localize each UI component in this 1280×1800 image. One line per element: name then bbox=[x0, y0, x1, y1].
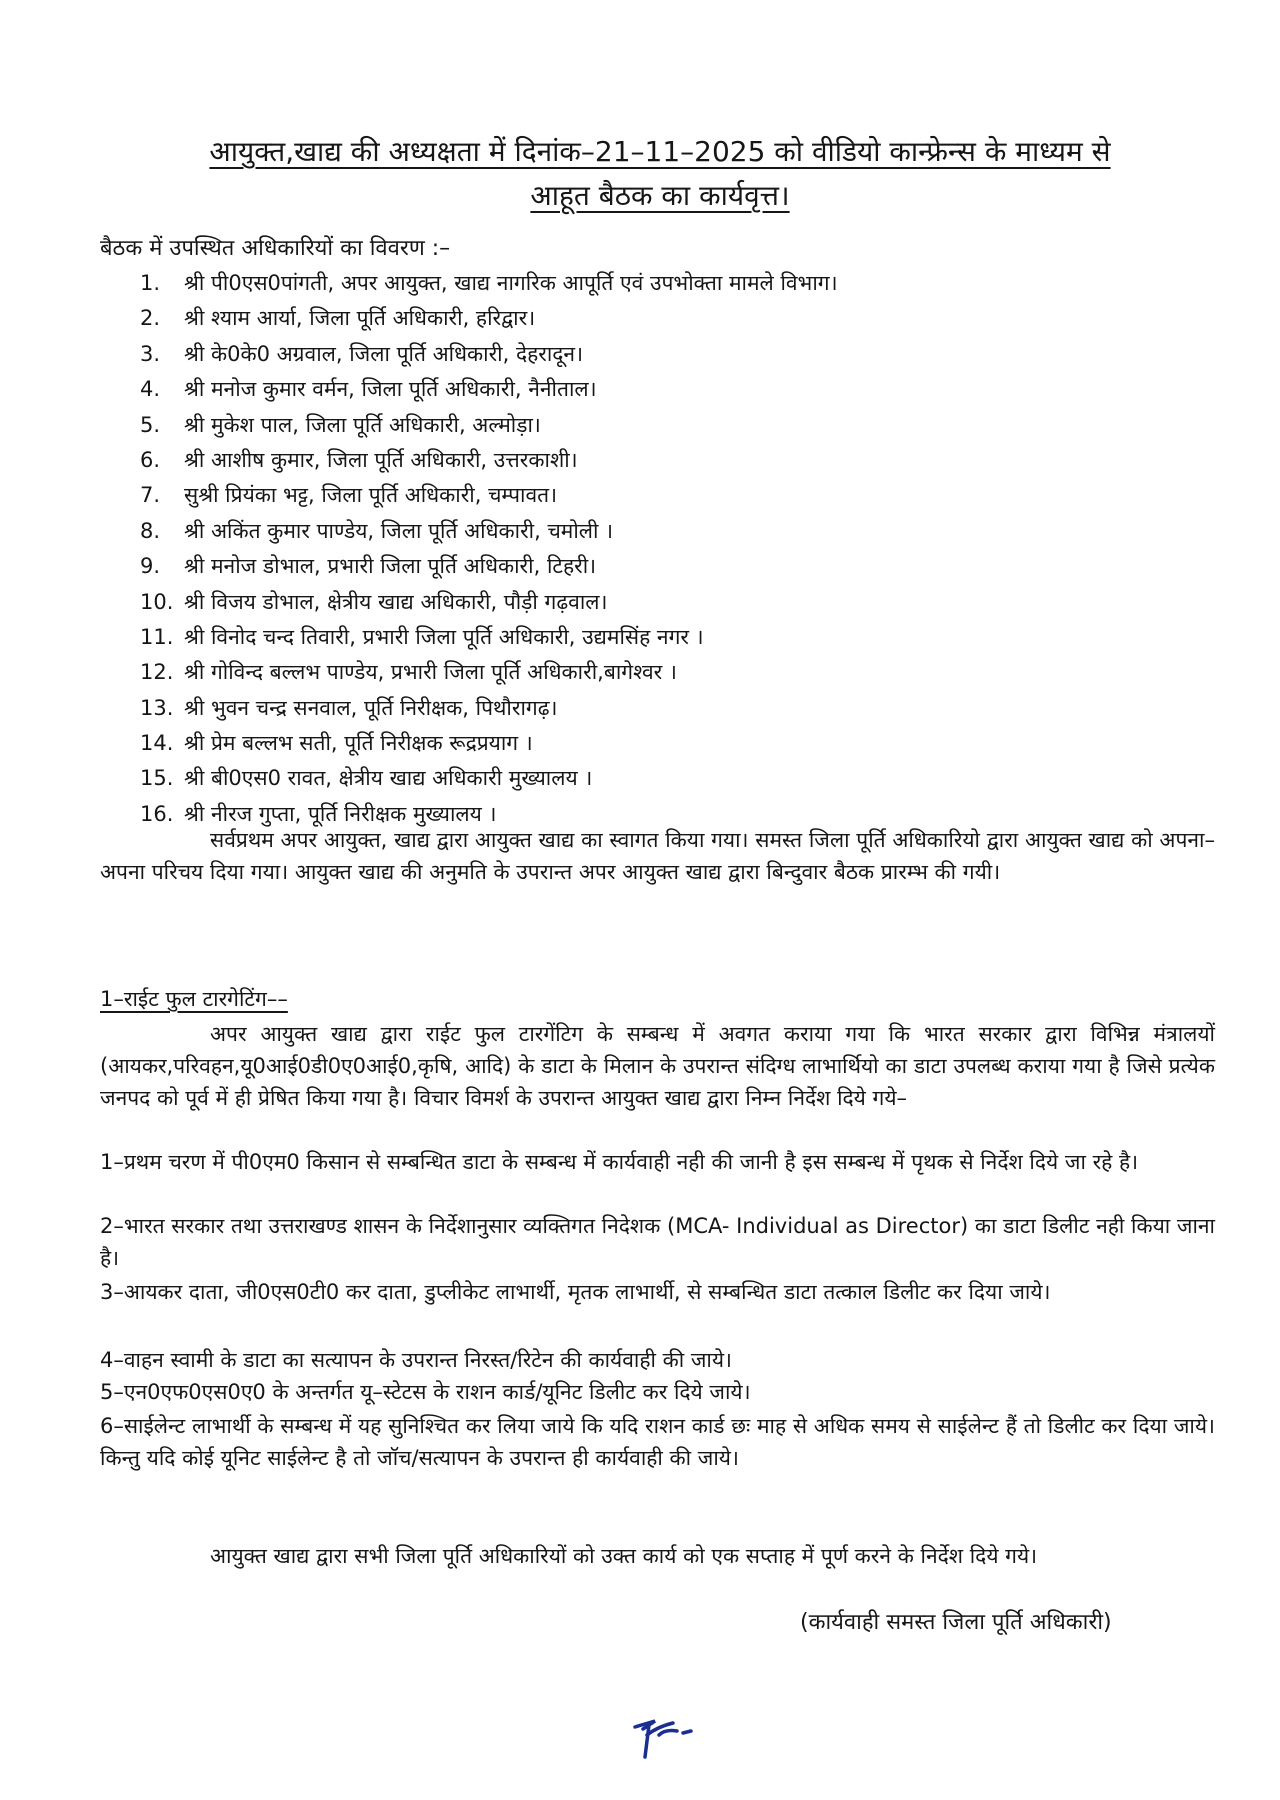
attendee-text: श्री प्रेम बल्लभ सती, पूर्ति निरीक्षक रूद्रप्रयाग । bbox=[184, 731, 533, 756]
item-number: 8. bbox=[140, 518, 161, 543]
attendee-text: श्री के0के0 अग्रवाल, जिला पूर्ति अधिकारी, देहरादून। bbox=[184, 341, 584, 366]
attendee-text: श्री अकिंत कुमार पाण्डेय, जिला पूर्ति अधिकारी, चमोली । bbox=[184, 518, 614, 543]
signature-stroke bbox=[635, 1721, 677, 1757]
item-number: 6. bbox=[140, 447, 161, 472]
attendee-text: श्री मनोज कुमार वर्मन, जिला पूर्ति अधिकारी, नैनीताल। bbox=[184, 377, 597, 402]
item-number: 11. bbox=[140, 624, 174, 649]
item-number: 9. bbox=[140, 554, 161, 579]
action-note: (कार्यवाही समस्त जिला पूर्ति अधिकारी) bbox=[800, 1610, 1112, 1635]
attendee-text: श्री श्याम आर्या, जिला पूर्ति अधिकारी, हरिद्वार। bbox=[184, 306, 536, 331]
list-item bbox=[140, 691, 838, 726]
list-item bbox=[140, 761, 838, 796]
attendee-text: श्री भुवन चन्द्र सनवाल, पूर्ति निरीक्षक, पिथौरागढ़। bbox=[184, 695, 558, 720]
attendee-text: श्री मनोज डोभाल, प्रभारी जिला पूर्ति अधिकारी, टिहरी। bbox=[184, 554, 597, 579]
list-item bbox=[140, 514, 838, 549]
item-number: 1. bbox=[140, 271, 161, 295]
signature-icon bbox=[625, 1705, 705, 1765]
document-title bbox=[100, 130, 1220, 218]
list-item bbox=[140, 655, 838, 690]
item-number: 14. bbox=[140, 731, 174, 756]
attendee-text: श्री पी0एस0पांगती, अपर आयुक्त, खाद्य नागरिक आपूर्ति एवं उपभोक्ता मामले विभाग। bbox=[184, 271, 838, 295]
attendee-text: श्री विनोद चन्द तिवारी, प्रभारी जिला पूर्ति अधिकारी, उद्यमसिंह नगर । bbox=[184, 624, 704, 649]
attendee-text: श्री आशीष कुमार, जिला पूर्ति अधिकारी, उत्तरकाशी। bbox=[184, 447, 578, 472]
item-number: 10. bbox=[140, 589, 174, 614]
attendee-text: सुश्री प्रियंका भट्ट, जिला पूर्ति अधिकारी, चम्पावत। bbox=[184, 483, 558, 508]
directive-item: 2–भारत सरकार तथा उत्तराखण्ड शासन के निर्देशानुसार व्यक्तिगत निदेशक (MCA- Individual as Director) का डाटा डिलीट नही किया जाना है। bbox=[100, 1214, 1215, 1270]
signature-stroke bbox=[683, 1731, 691, 1733]
list-item bbox=[140, 478, 838, 513]
list-item bbox=[140, 301, 838, 336]
directive-item: 6–साईलेन्ट लाभार्थी के सम्बन्ध में यह सुनिश्चित कर लिया जाये कि यदि राशन कार्ड छः माह से अधिक समय से साईलेन्ट हैं तो डिलीट कर दिया जाये। किन्तु यदि कोई यूनिट साईलेन्ट है तो जॉच/सत्यापन के उपरान्त ही कार्यवाही की जाये। bbox=[100, 1414, 1215, 1470]
list-item bbox=[140, 726, 838, 761]
item-number: 3. bbox=[140, 341, 161, 366]
title-line-2: आहूत बैठक का कार्यवृत्त। bbox=[530, 179, 790, 212]
item-number: 15. bbox=[140, 766, 174, 791]
closing-paragraph: आयुक्त खाद्य द्वारा सभी जिला पूर्ति अधिकारियों को उक्त कार्य को एक सप्ताह में पूर्ण करने के निर्देश दिये गये। bbox=[210, 1544, 1038, 1568]
item-number: 4. bbox=[140, 377, 161, 402]
item-number: 13. bbox=[140, 695, 174, 720]
directive-item: 5–एन0एफ0एस0ए0 के अन्तर्गत यू–स्टेटस के राशन कार्ड/यूनिट डिलीट कर दिये जाये। bbox=[100, 1380, 751, 1404]
title-line-1: आयुक्त,खाद्य की अध्यक्षता में दिनांक–21–11–2025 को वीडियो कान्फ्रेन्स के माध्यम से bbox=[209, 135, 1111, 168]
item-number: 7. bbox=[140, 483, 161, 508]
attendee-text: श्री गोविन्द बल्लभ पाण्डेय, प्रभारी जिला पूर्ति अधिकारी,बागेश्वर । bbox=[184, 660, 677, 685]
attendees-list bbox=[140, 266, 838, 832]
item-number: 16. bbox=[140, 801, 174, 826]
list-item bbox=[140, 585, 838, 620]
directive-item: 4–वाहन स्वामी के डाटा का सत्यापन के उपरान्त निरस्त/रिटेन की कार्यवाही की जाये। bbox=[100, 1348, 732, 1372]
opening-paragraph: सर्वप्रथम अपर आयुक्त, खाद्य द्वारा आयुक्त खाद्य का स्वागत किया गया। समस्त जिला पूर्ति अधिकारियो द्वारा आयुक्त खाद्य को अपना–अपना परिचय दिया गया। आयुक्त खाद्य की अनुमति के उपरान्त अपर आयुक्त खाद्य द्वारा बिन्दुवार बैठक प्रारम्भ की गयी। bbox=[100, 828, 1215, 884]
attendees-heading: बैठक में उपस्थित अधिकारियों का विवरण :– bbox=[100, 236, 451, 261]
list-item bbox=[140, 408, 838, 443]
list-item bbox=[140, 372, 838, 407]
list-item bbox=[140, 549, 838, 584]
item-number: 12. bbox=[140, 660, 174, 685]
attendee-text: श्री मुकेश पाल, जिला पूर्ति अधिकारी, अल्मोड़ा। bbox=[184, 412, 541, 437]
attendee-text: श्री विजय डोभाल, क्षेत्रीय खाद्य अधिकारी, पौड़ी गढ़वाल। bbox=[184, 589, 608, 614]
list-item bbox=[140, 443, 838, 478]
directive-item: 1–प्रथम चरण में पी0एम0 किसान से सम्बन्धित डाटा के सम्बन्ध में कार्यवाही नही की जानी है इस सम्बन्ध में पृथक से निर्देश दिये जा रहे है। bbox=[100, 1150, 1139, 1174]
list-item bbox=[140, 620, 838, 655]
item-number: 2. bbox=[140, 306, 161, 331]
attendee-text: श्री बी0एस0 रावत, क्षेत्रीय खाद्य अधिकारी मुख्यालय । bbox=[184, 766, 593, 791]
directive-item: 3–आयकर दाता, जी0एस0टी0 कर दाता, डुप्लीकेट लाभार्थी, मृतक लाभार्थी, से सम्बन्धित डाटा तत्काल डिलीट कर दिया जाये। bbox=[100, 1280, 1051, 1304]
section-intro-paragraph: अपर आयुक्त खाद्य द्वारा राईट फुल टारगेंटिग के सम्बन्ध में अवगत कराया गया कि भारत सरकार द्वारा विभिन्न मंत्रालयों (आयकर,परिवहन,यू0आई0डी0ए0आई0,कृषि, आदि) के डाटा के मिलान के उपरान्त संदिग्ध लाभार्थियो का डाटा उपलब्ध कराया गया है जिसे प्रत्येक जनपद को पूर्व में ही प्रेषित किया गया है। विचार विमर्श के उपरान्त आयुक्त खाद्य द्वारा निम्न निर्देश दिये गये– bbox=[100, 1022, 1215, 1110]
section-heading: 1–राईट फुल टारगेटिंग–– bbox=[100, 987, 288, 1011]
attendee-text: श्री नीरज गुप्ता, पूर्ति निरीक्षक मुख्यालय । bbox=[184, 801, 497, 826]
list-item bbox=[140, 266, 838, 301]
list-item bbox=[140, 337, 838, 372]
item-number: 5. bbox=[140, 412, 161, 437]
